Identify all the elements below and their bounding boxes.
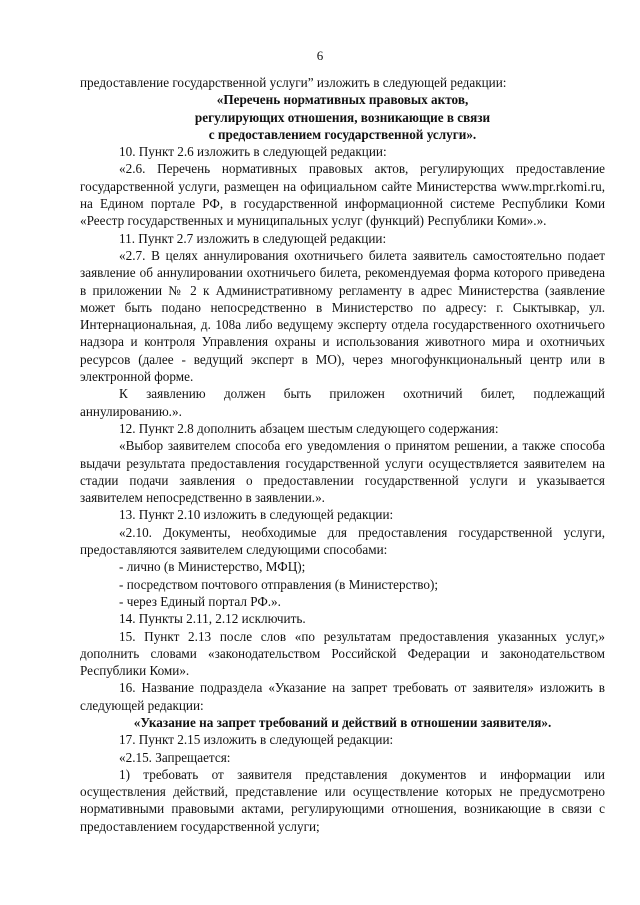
section-heading-line: «Указание на запрет требований и действий в отношении заявителя». xyxy=(133,714,552,730)
paragraph: - лично (в Министерство, МФЦ); xyxy=(119,559,306,575)
paragraph: «2.15. Запрещается: xyxy=(119,749,231,765)
paragraph: «2.7. В целях аннулирования охотничьего билета заявитель самостоятельно подает заявление об аннулировании охотничьего билета, рекомендуемая форма которого приведена в приложении № 2 к Административному регламенту в адрес Министерства (заявление может быть подано непосредственно в Министерство по адресу: г. Сыктывкар, ул. Интернациональная, д. 108а либо ведущему эксперту отдела государственного охотничьего надзора и контроля Управления охраны и использования животного мира и охотничьих ресурсов (далее - ведущий эксперт в МО), через многофункциональный центр или в электронной форме. xyxy=(80,247,605,385)
paragraph: 14. Пункты 2.11, 2.12 исключить. xyxy=(119,611,306,627)
paragraph: - посредством почтового отправления (в Министерство); xyxy=(119,576,438,592)
paragraph: 11. Пункт 2.7 изложить в следующей редакции: xyxy=(119,230,387,246)
paragraph: «2.10. Документы, необходимые для предоставления государственной услуги, предоставляются заявителем следующими способами: xyxy=(80,524,605,558)
section-heading-line: «Перечень нормативных правовых актов, xyxy=(216,92,469,108)
page-number: 6 xyxy=(316,48,324,63)
paragraph: 13. Пункт 2.10 изложить в следующей редакции: xyxy=(119,507,394,523)
section-heading-line: с предоставлением государственной услуги». xyxy=(208,126,477,142)
paragraph: К заявлению должен быть приложен охотничий билет, подлежащий аннулированию.». xyxy=(80,386,605,419)
section-heading-line: регулирующих отношения, возникающие в связи xyxy=(194,109,491,125)
paragraph: - через Единый портал РФ.». xyxy=(119,593,281,609)
paragraph: 16. Название подраздела «Указание на запрет требовать от заявителя» изложить в следующей редакции: xyxy=(80,680,605,713)
paragraph: 12. Пункт 2.8 дополнить абзацем шестым следующего содержания: xyxy=(119,420,499,436)
paragraph: 10. Пункт 2.6 изложить в следующей редакции: xyxy=(119,144,387,160)
paragraph: 17. Пункт 2.15 изложить в следующей редакции: xyxy=(119,732,394,748)
paragraph: «2.6. Перечень нормативных правовых актов, регулирующих предоставление государственной услуги, размещен на официальном сайте Министерства www.mpr.rkomi.ru, на Едином портале РФ, в государственной информационной системе Республики Коми «Реестр государственных и муниципальных услуг (функций) Республики Коми».». xyxy=(80,161,605,229)
paragraph: предоставление государственной услуги” изложить в следующей редакции: xyxy=(80,75,507,90)
document-body xyxy=(80,74,605,835)
paragraph: «Выбор заявителем способа его уведомления о принятом решении, а также способа выдачи результата предоставления государственной услуги осуществляется заявителем на стадии подачи заявления о предоставлении государственной услуги и указывается заявителем непосредственно в заявлении.». xyxy=(80,438,605,506)
paragraph: 15. Пункт 2.13 после слов «по результатам предоставления указанных услуг,» дополнить словами «законодательством Российской Федерации и законодательством Республики Коми». xyxy=(80,628,605,679)
paragraph: 1) требовать от заявителя представления документов и информации или осуществления действий, представление или осуществление которых не предусмотрено нормативными правовыми актами, регулирующими отношения, возникающие в связи с предоставлением государственной услуги; xyxy=(80,766,605,834)
